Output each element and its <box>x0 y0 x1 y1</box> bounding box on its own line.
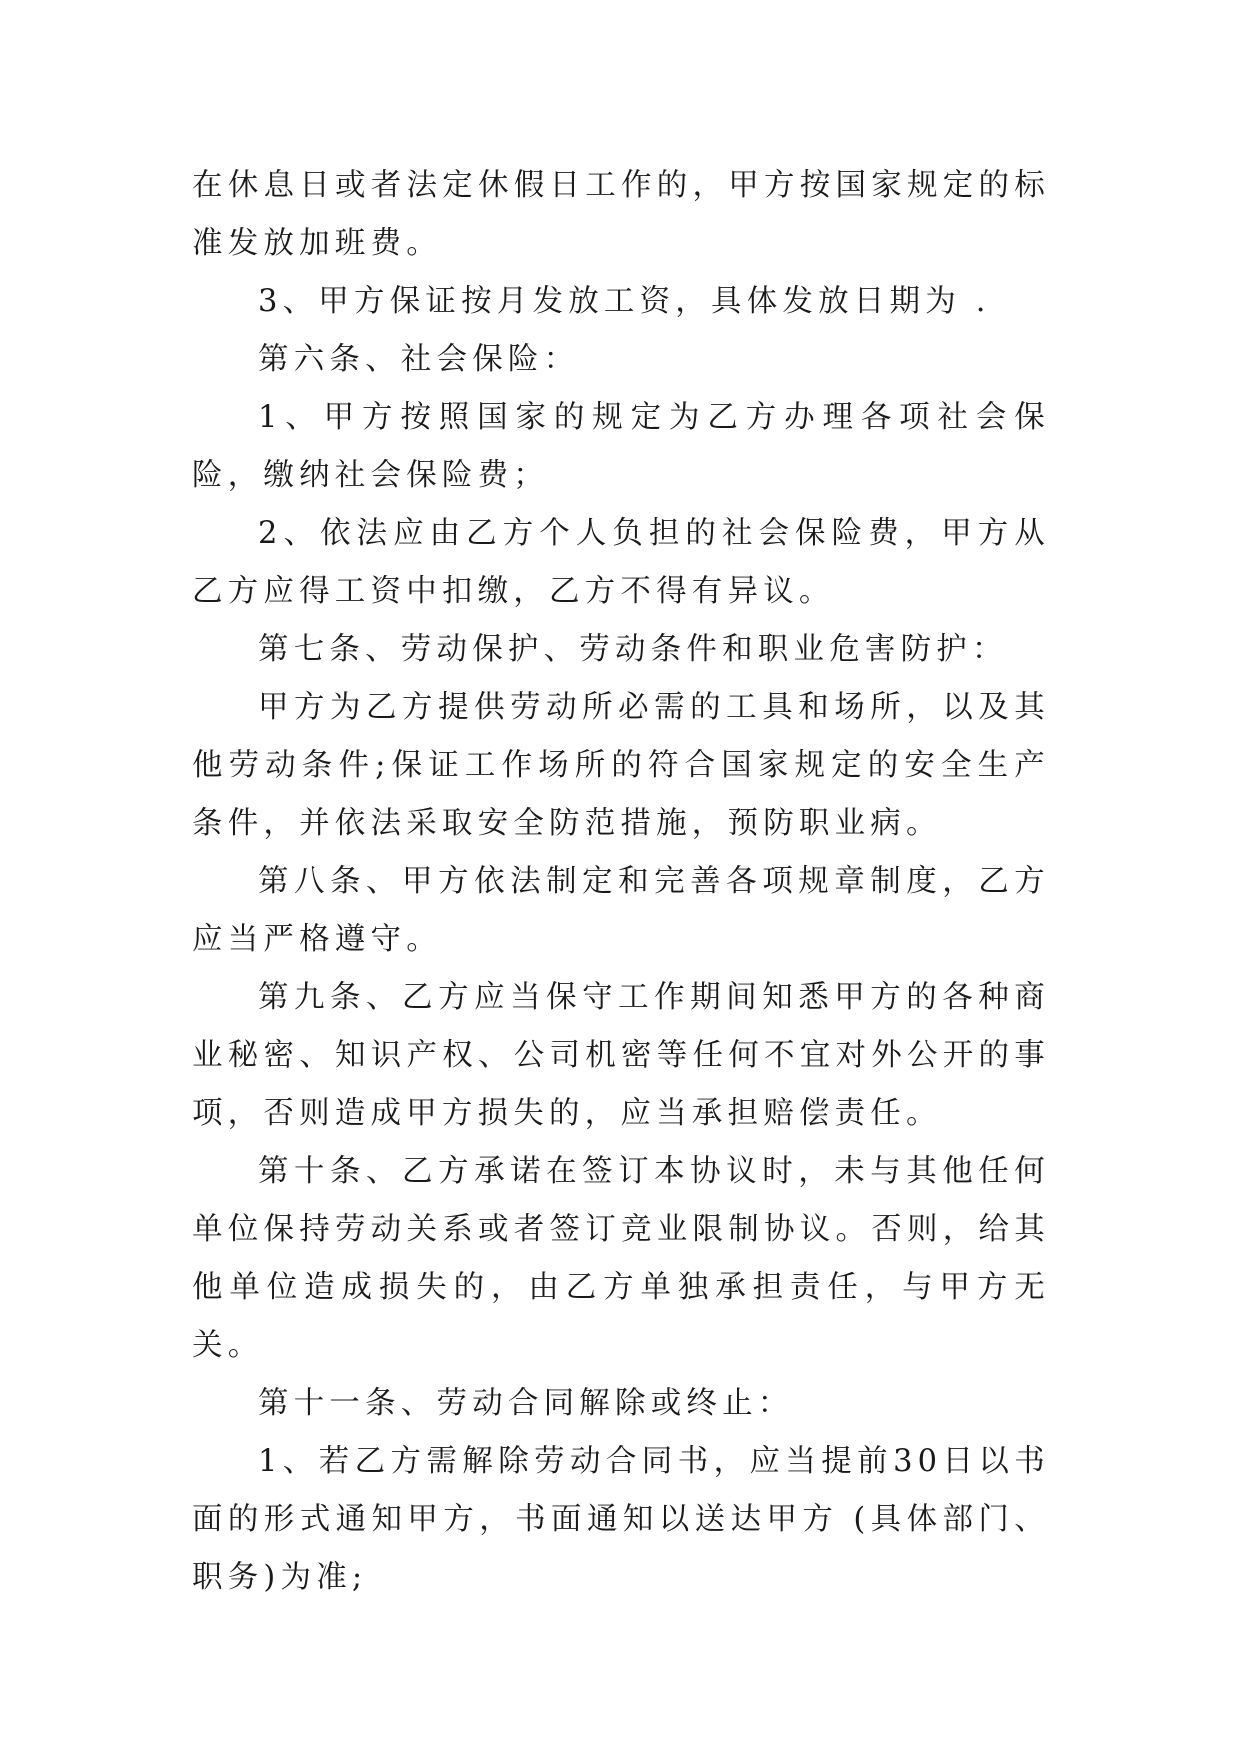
paragraph-article-11-item-1: 1、若乙方需解除劳动合同书，应当提前30日以书面的形式通知甲方，书面通知以送达甲方 (具体部门、职务)为准; <box>192 1444 1050 1595</box>
heading-article-6: 第六条、社会保险： <box>258 342 580 377</box>
paragraph-salary-date: 3、甲方保证按月发放工资，具体发放日期为 . <box>258 284 991 319</box>
paragraph-article-7-body: 甲方为乙方提供劳动所必需的工具和场所，以及其他劳动条件;保证工作场所的符合国家规定的安全生产条件，并依法采取安全防范措施，预防职业病。 <box>192 690 1050 841</box>
paragraph-overtime-pay: 在休息日或者法定休假日工作的，甲方按国家规定的标准发放加班费。 <box>192 168 1050 261</box>
paragraph-article-10: 第十条、乙方承诺在签订本协议时，未与其他任何单位保持劳动关系或者签订竞业限制协议。否则，给其他单位造成损失的，由乙方单独承担责任，与甲方无关。 <box>192 1154 1050 1363</box>
paragraph-article-6-item-2: 2、依法应由乙方个人负担的社会保险费，甲方从乙方应得工资中扣缴，乙方不得有异议。 <box>192 516 1050 609</box>
heading-article-7: 第七条、劳动保护、劳动条件和职业危害防护： <box>258 632 1008 667</box>
document-page <box>192 157 1050 1607</box>
paragraph-article-6-item-1: 1、甲方按照国家的规定为乙方办理各项社会保险，缴纳社会保险费； <box>192 400 1050 493</box>
paragraph-article-9: 第九条、乙方应当保守工作期间知悉甲方的各种商业秘密、知识产权、公司机密等任何不宜对外公开的事项，否则造成甲方损失的，应当承担赔偿责任。 <box>192 980 1050 1131</box>
paragraph-article-8: 第八条、甲方依法制定和完善各项规章制度，乙方应当严格遵守。 <box>192 864 1050 957</box>
heading-article-11: 第十一条、劳动合同解除或终止： <box>258 1386 794 1421</box>
